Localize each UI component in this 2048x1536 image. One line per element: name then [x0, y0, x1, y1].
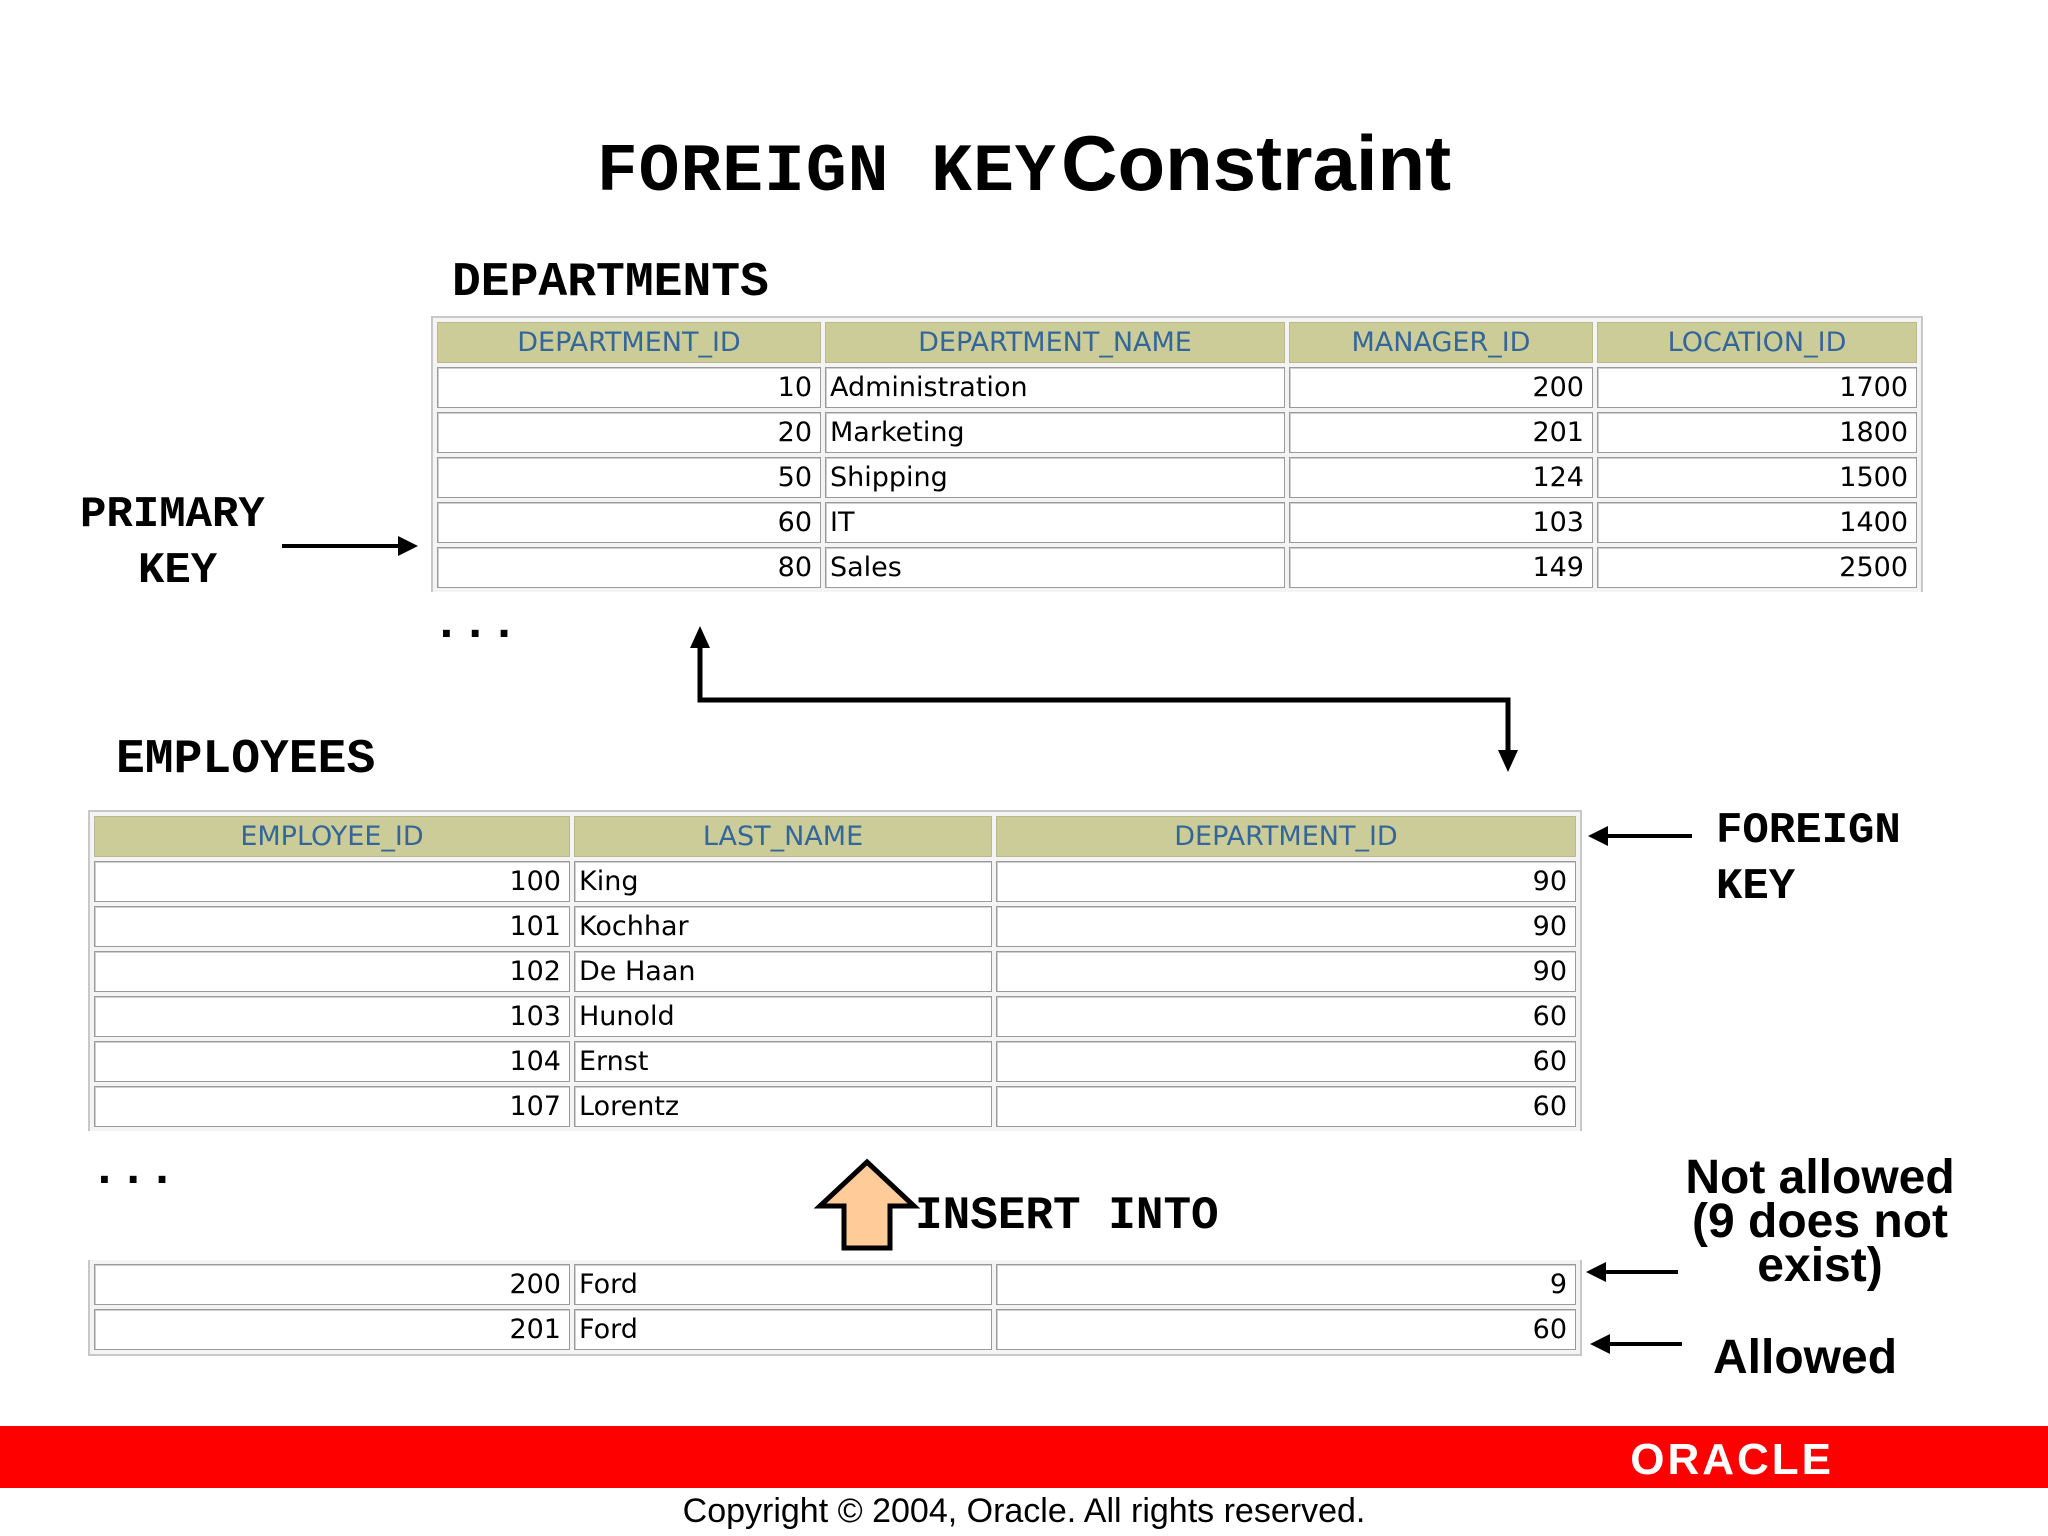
table-cell: 1800 [1597, 412, 1917, 453]
table-cell: Kochhar [574, 906, 992, 947]
table-cell: 2500 [1597, 547, 1917, 588]
table-cell: Administration [825, 367, 1285, 408]
not-allowed-line3: exist) [1757, 1239, 1883, 1292]
table-cell: Ford [574, 1264, 992, 1305]
foreign-key-label-line2: KEY [1716, 862, 1796, 912]
table-cell: Lorentz [574, 1086, 992, 1127]
table-cell: Sales [825, 547, 1285, 588]
table-cell: Marketing [825, 412, 1285, 453]
table-cell: 200 [94, 1264, 570, 1305]
table-cell: Hunold [574, 996, 992, 1037]
foreign-key-label-line1: FOREIGN [1716, 806, 1901, 856]
copyright-text: Copyright © 2004, Oracle. All rights reserved. [682, 1492, 1366, 1530]
table-cell: 80 [437, 547, 821, 588]
column-header: EMPLOYEE_ID [94, 816, 570, 857]
departments-ellipsis: ... [432, 598, 519, 652]
table-cell: 20 [437, 412, 821, 453]
table-cell: Shipping [825, 457, 1285, 498]
primary-key-label-line2: KEY [138, 546, 218, 596]
reference-connector-icon [690, 626, 1518, 772]
title-sans: Constraint [1061, 119, 1452, 207]
column-header: DEPARTMENT_ID [996, 816, 1576, 857]
table-cell: Ernst [574, 1041, 992, 1082]
oracle-logo: ORACLE [1630, 1435, 1834, 1484]
table-cell: 201 [94, 1309, 570, 1350]
not-allowed-arrow-icon [1586, 1262, 1678, 1282]
allowed-label: Allowed [1713, 1331, 1898, 1384]
foreign-key-arrow-icon [1588, 826, 1692, 846]
not-allowed-line2: (9 does not [1691, 1195, 1948, 1248]
table-cell: 9 [996, 1264, 1576, 1305]
table-cell: 124 [1289, 457, 1593, 498]
column-header: LAST_NAME [574, 816, 992, 857]
table-cell: Ford [574, 1309, 992, 1350]
column-header: MANAGER_ID [1289, 322, 1593, 363]
insert-up-arrow-icon [820, 1162, 914, 1248]
table-cell: 1500 [1597, 457, 1917, 498]
table-cell: 10 [437, 367, 821, 408]
table-cell: 107 [94, 1086, 570, 1127]
departments-label: DEPARTMENTS [452, 256, 769, 310]
table-cell: 60 [996, 996, 1576, 1037]
table-cell: 60 [996, 1086, 1576, 1127]
table-cell: 103 [1289, 502, 1593, 543]
table-cell: De Haan [574, 951, 992, 992]
insert-into-label: INSERT INTO [915, 1190, 1219, 1242]
table-cell: 1700 [1597, 367, 1917, 408]
allowed-arrow-icon [1590, 1334, 1682, 1354]
column-header: LOCATION_ID [1597, 322, 1917, 363]
table-cell: 201 [1289, 412, 1593, 453]
table-cell: 1400 [1597, 502, 1917, 543]
table-cell: 102 [94, 951, 570, 992]
employees-ellipsis: ... [90, 1144, 177, 1198]
table-cell: IT [825, 502, 1285, 543]
table-cell: 90 [996, 861, 1576, 902]
table-cell: 60 [996, 1041, 1576, 1082]
table-cell: 104 [94, 1041, 570, 1082]
table-cell: 90 [996, 951, 1576, 992]
column-header: DEPARTMENT_NAME [825, 322, 1285, 363]
table-cell: 90 [996, 906, 1576, 947]
table-cell: 60 [437, 502, 821, 543]
table-cell: 149 [1289, 547, 1593, 588]
table-cell: 103 [94, 996, 570, 1037]
table-cell: 200 [1289, 367, 1593, 408]
primary-key-label-line1: PRIMARY [80, 490, 265, 540]
table-cell: 50 [437, 457, 821, 498]
table-cell: King [574, 861, 992, 902]
primary-key-arrow-icon [282, 536, 418, 556]
table-cell: 101 [94, 906, 570, 947]
not-allowed-line1: Not allowed [1685, 1151, 1955, 1204]
employees-label: EMPLOYEES [116, 733, 376, 787]
column-header: DEPARTMENT_ID [437, 322, 821, 363]
table-cell: 60 [996, 1309, 1576, 1350]
table-cell: 100 [94, 861, 570, 902]
title-mono: FOREIGN KEY [596, 134, 1057, 211]
